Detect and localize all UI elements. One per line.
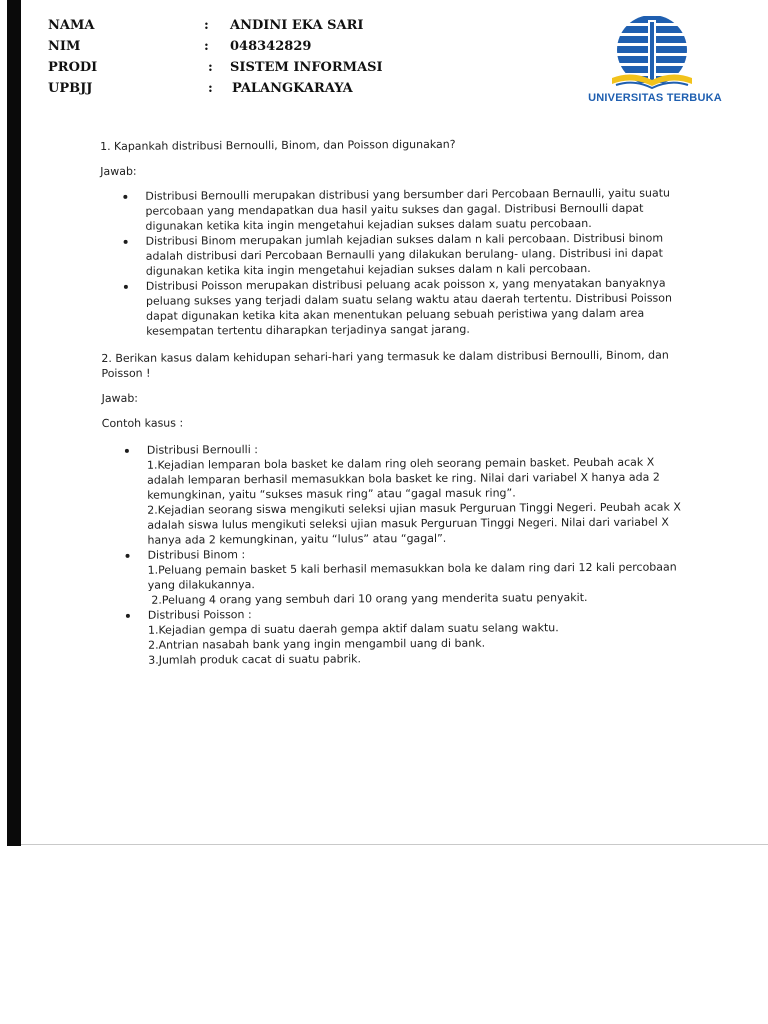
answer-label: Jawab: — [100, 164, 137, 178]
identity-value: 048342829 — [230, 39, 312, 54]
identity-label: UPBJJ — [48, 81, 93, 96]
case-group-bernoulli — [102, 439, 693, 548]
answer-1-list — [100, 185, 691, 339]
case-group-binom — [102, 544, 692, 608]
scan-edge-shadow — [7, 0, 21, 846]
identity-colon: : — [208, 60, 213, 75]
university-name: UNIVERSITAS TERBUKA — [588, 92, 722, 104]
answer-label: Jawab: — [101, 391, 139, 405]
case-item: 2.Peluang 4 orang yang sembuh dari 10 orang yang menderita suatu penyakit. — [147, 591, 588, 607]
page-bottom-edge — [21, 844, 768, 845]
case-item: 3.Jumlah produk cacat di suatu pabrik. — [148, 652, 362, 667]
case-item: 2.Kejadian seorang siswa mengikuti seleksi ujian masuk Perguruan Tinggi Negeri. Peubah acak X adalah siswa lulus mengikuti seleksi ujian masuk Perguruan Tinggi Negeri. Nilai dari variabel X hanya ada 2 kemungkinan, yaitu “lulus” atau “gagal”. — [147, 500, 681, 547]
question-2: 2. Berikan kasus dalam kehidupan sehari-hari yang termasuk ke dalam distribusi Bernoulli, Binom, dan Poisson ! — [101, 348, 669, 380]
answer-bullet-poisson: Distribusi Poisson merupakan distribusi peluang acak poisson x, yang menyatakan banyaknya peluang sukses yang terjadi dalam suatu selang waktu atau daerah tertentu. Distribusi Poisson dapat digunakan ketika kita akan menentukan peluang sebuah peristiwa yang dalam area kesempatan tertentu diharapkan terjadinya sangat jarang. — [101, 275, 691, 339]
case-group-title: Distribusi Poisson : — [147, 608, 252, 622]
cases-label: Contoh kasus : — [101, 416, 184, 430]
case-group-title: Distribusi Binom : — [147, 548, 246, 562]
identity-colon: : — [204, 39, 209, 54]
case-item: 1.Peluang pemain basket 5 kali berhasil memasukkan bola ke dalam ring dari 12 kali percobaan yang dilakukannya. — [147, 560, 677, 592]
case-item: 2.Antrian nasabah bank yang ingin mengambil uang di bank. — [148, 636, 486, 652]
identity-colon: : — [208, 81, 213, 96]
case-group-title: Distribusi Bernoulli : — [146, 443, 259, 457]
cases-list — [102, 439, 693, 668]
university-logo — [572, 14, 738, 110]
case-item: 1.Kejadian lemparan bola basket ke dalam ring oleh seorang pemain basket. Peubah acak X adalah lemparan berhasil memasukkan bola basket ke ring. Nilai dari variabel X hanya ada 2 kemungkinan, yaitu “sukses masuk ring” atau “gagal masuk ring”. — [146, 455, 660, 502]
identity-label: PRODI — [48, 60, 98, 75]
identity-colon: : — [204, 18, 209, 33]
question-1: 1. Kapankah distribusi Bernoulli, Binom, dan Poisson digunakan? — [100, 137, 456, 153]
answer-bullet-bernoulli: Distribusi Bernoulli merupakan distribusi yang bersumber dari Percobaan Bernaulli, yaitu suatu percobaan yang mendapatkan dua hasil yaitu sukses dan gagal. Distribusi Bernoulli dapat digunakan ketika kita ingin mengetahui kejadian sukses dalam suatu percobaan. — [100, 185, 690, 234]
universitas-terbuka-emblem-icon — [572, 14, 738, 92]
identity-value: SISTEM INFORMASI — [230, 60, 383, 75]
document-body — [100, 135, 693, 676]
identity-value: PALANGKARAYA — [232, 81, 353, 96]
identity-label: NIM — [48, 39, 81, 54]
identity-value: ANDINI EKA SARI — [230, 18, 364, 33]
answer-bullet-binom: Distribusi Binom merupakan jumlah kejadian sukses dalam n kali percobaan. Distribusi binom adalah distribusi dari Percobaan Bernaulli yang dilakukan berulang- ulang. Distribusi ini dapat digunakan ketika kita ingin mengetahui kejadian sukses dalam n kali percobaan. — [101, 230, 691, 279]
identity-label: NAMA — [48, 18, 95, 33]
case-group-poisson — [103, 604, 693, 668]
case-item: 1.Kejadian gempa di suatu daerah gempa aktif dalam suatu selang waktu. — [147, 621, 559, 637]
